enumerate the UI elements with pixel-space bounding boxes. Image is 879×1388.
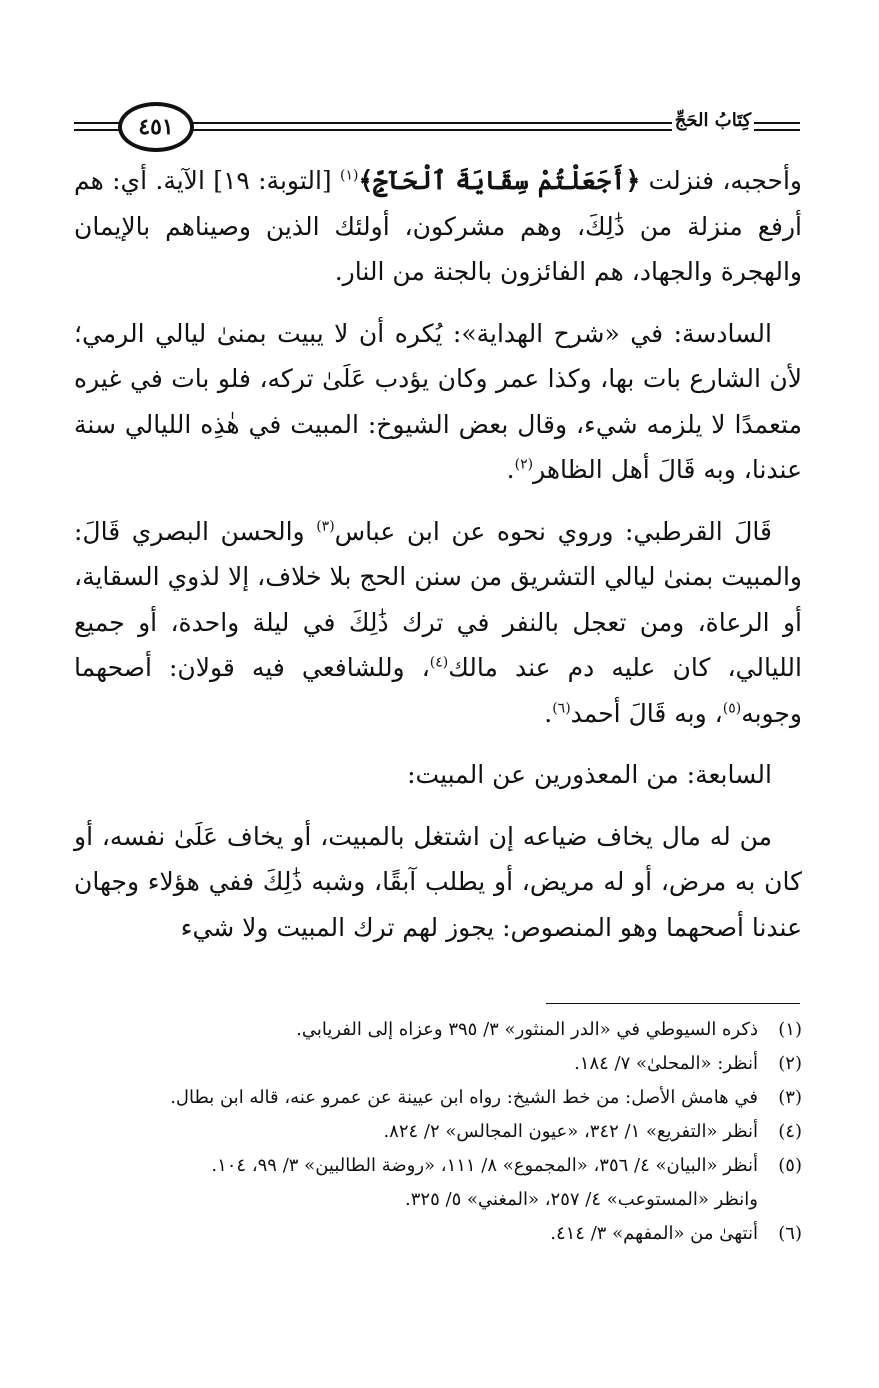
footnote [74, 1217, 802, 1251]
header-rule [192, 129, 674, 131]
paragraph: من له مال يخاف ضياعه إن اشتغل بالمبيت، أو يخاف عَلَىٰ نفسه، أو كان به مرض، أو له مريض، أو يطلب آبقًا، وشبه ذَٰلِكَ ففي هؤلاء وجهان عندنا أصحهما وهو المنصوص: يجوز لهم ترك المبيت ولا شيء [74, 821, 802, 942]
footnote-text: ذكره السيوطي في «الدر المنثور» ٣/ ٣٩٥ وعزاه إلى الفريابي. [296, 1019, 758, 1040]
paragraph [74, 158, 802, 295]
section-heading: السابعة: من المعذورين عن المبيت: [407, 760, 772, 789]
quran-verse: ﴿أَجَعَلْتُمْ سِقَايَةَ ٱلْحَآجِّ﴾ [358, 166, 641, 195]
header-rule [752, 122, 800, 124]
running-title: كِتَابُ الحَجِّ [672, 110, 754, 131]
header-rule [74, 129, 122, 131]
text-run: ، وللشافعي فيه قولان: أصحهما وجوبه [74, 653, 802, 728]
main-text [74, 158, 802, 966]
footnote-ref[interactable]: (١) [340, 167, 359, 184]
text-run: ، وبه قَالَ أحمد [570, 698, 723, 728]
footnote [74, 1047, 802, 1081]
footnote-number: (١) [778, 1019, 802, 1040]
footnote-ref[interactable]: (٦) [552, 700, 571, 717]
text-run: وأحجبه، فنزلت [640, 166, 802, 195]
text-run: قَالَ القرطبي: وروي نحوه عن ابن عباس [334, 516, 773, 546]
footnote-text: في هامش الأصل: من خط الشيخ: رواه ابن عيينة عن عمرو عنه، قاله ابن بطال. [170, 1087, 758, 1108]
footnote [74, 1149, 802, 1183]
footnote [74, 1081, 802, 1115]
paragraph [74, 509, 802, 737]
footnote-divider [546, 1003, 800, 1004]
text-run: . [506, 455, 515, 484]
footnote-number: (٢) [778, 1053, 802, 1074]
page-header [74, 96, 800, 160]
text-run: . [544, 698, 553, 728]
footnote-continuation: وانظر «المستوعب» ٤/ ٢٥٧، «المغني» ٥/ ٣٢٥. [405, 1189, 758, 1210]
footnote-number: (٣) [778, 1087, 802, 1108]
text-run: السادسة: في «شرح الهداية»: يُكره أن لا يبيت بمنىٰ ليالي الرمي؛ لأن الشارع بات بها، وكذا عمر وكان يؤدب عَلَىٰ تركه، فلو بات في غيره متعمدًا لا يلزمه شيء، وقال بعض الشيوخ: المبيت في هٰذِه الليالي سنة عندنا، وبه قَالَ أهل الظاهر [74, 318, 802, 484]
page-number: ٤٥١ [118, 102, 194, 152]
footnote-text: أنظر: «المحلىٰ» ٧/ ١٨٤. [574, 1053, 758, 1074]
footnote-number: (٤) [778, 1121, 802, 1142]
footnote [74, 1115, 802, 1149]
header-rule [752, 129, 800, 131]
paragraph [74, 311, 802, 493]
header-rule [74, 122, 122, 124]
footnote-ref[interactable]: (٢) [514, 456, 534, 473]
footnote-ref[interactable]: (٣) [316, 518, 335, 535]
footnote-text: أنظر «التفريع» ١/ ٣٤٢، «عيون المجالس» ٢/ ٨٢٤. [383, 1121, 758, 1142]
footnote-ref[interactable]: (٥) [722, 700, 742, 717]
footnote-number: (٥) [778, 1155, 802, 1176]
footnote-text: أنظر «البيان» ٤/ ٣٥٦، «المجموع» ٨/ ١١١، «روضة الطالبين» ٣/ ٩٩، ١٠٤. [211, 1155, 758, 1176]
footnotes [74, 1013, 802, 1251]
footnote-text: أنتهىٰ من «المفهم» ٣/ ٤١٤. [550, 1223, 758, 1244]
footnote-number: (٦) [778, 1223, 802, 1244]
footnote-ref[interactable]: (٤) [429, 654, 449, 671]
text-run: والحسن البصري قَالَ: والمبيت بمنىٰ ليالي التشريق من سنن الحج بلا خلاف، إلا لذوي السقاية، أو الرعاة، ومن تعجل بالنفر في ترك ذَٰلِكَ في ليلة واحدة، أو جميع الليالي، كان عليه دم عند مالك [74, 516, 802, 682]
header-rule [192, 122, 674, 124]
text-run: [التوبة: ١٩] الآية. أي: هم أرفع منزلة من ذَٰلِكَ، وهم مشركون، أولئك الذين وصيناهم بالإيمان والهجرة والجهاد، هم الفائزون بالجنة من النار. [74, 166, 802, 286]
footnote [74, 1013, 802, 1047]
